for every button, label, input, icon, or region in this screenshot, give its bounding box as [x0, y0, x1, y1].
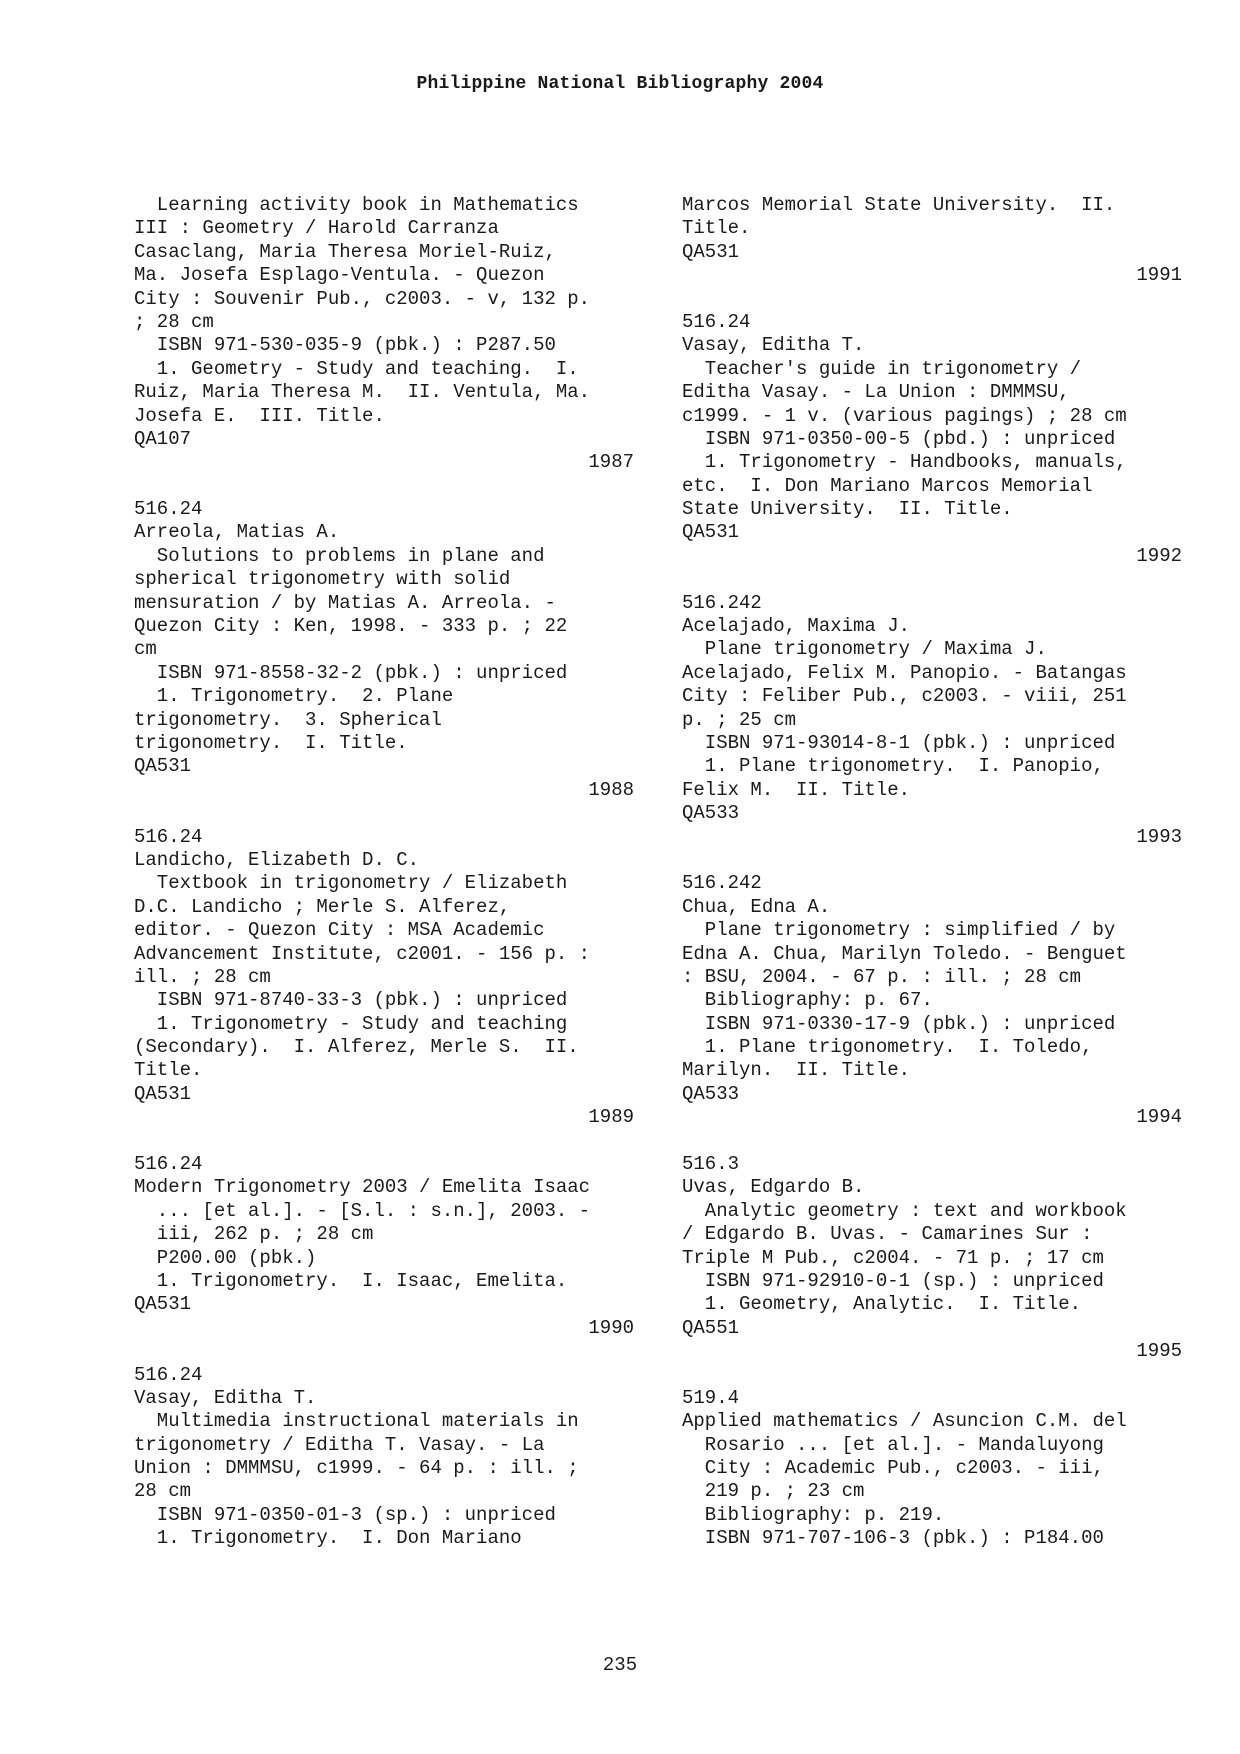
entry-line: QA531: [682, 521, 740, 544]
entry-line: 1. Geometry, Analytic. I. Title.: [682, 1293, 1082, 1316]
entry-line: Solutions to problems in plane and: [134, 544, 545, 567]
entry-line: Advancement Institute, c2001. - 156 p. :: [134, 942, 591, 965]
entry-line: editor. - Quezon City : MSA Academic: [134, 919, 545, 942]
bibliography-entry: [682, 311, 1182, 592]
entry-line: Applied mathematics / Asuncion C.M. del: [682, 1410, 1127, 1433]
entry-line: 1. Trigonometry - Study and teaching: [134, 1012, 568, 1035]
entry-line: Acelajado, Maxima J.: [682, 615, 911, 638]
entry-spacer: [682, 568, 1182, 591]
entry-line: Bibliography: p. 219.: [682, 1503, 945, 1526]
bibliography-entry: [682, 194, 1182, 311]
page-number: 235: [602, 1654, 638, 1676]
entry-line: Union : DMMMSU, c1999. - 64 p. : ill. ;: [134, 1457, 579, 1480]
entry-number: 1994: [1136, 1106, 1182, 1129]
bibliography-entry: [134, 826, 634, 1153]
entry-line: Teacher's guide in trigonometry /: [682, 357, 1082, 380]
entry-line: 1. Trigonometry. 2. Plane: [134, 685, 454, 708]
entry-line: Textbook in trigonometry / Elizabeth: [134, 872, 568, 895]
left-column: [134, 194, 634, 1551]
entry-line: QA531: [134, 1293, 192, 1316]
entry-line: Vasay, Editha T.: [682, 334, 865, 357]
entry-spacer: [134, 475, 634, 498]
entry-line: 1. Geometry - Study and teaching. I.: [134, 357, 579, 380]
entry-line: Plane trigonometry / Maxima J.: [682, 638, 1047, 661]
entry-line: QA551: [682, 1316, 740, 1339]
entry-line: Acelajado, Felix M. Panopio. - Batangas: [682, 661, 1127, 684]
entry-line: ISBN 971-0330-17-9 (pbk.) : unpriced: [682, 1012, 1116, 1035]
entry-line: ISBN 971-707-106-3 (pbk.) : P184.00: [682, 1527, 1104, 1550]
entry-spacer: [682, 1130, 1182, 1153]
entry-line: QA533: [682, 1082, 740, 1105]
entry-line: c1999. - 1 v. (various pagings) ; 28 cm: [682, 404, 1127, 427]
entry-number: 1992: [1136, 544, 1182, 567]
entry-line: ISBN 971-8740-33-3 (pbk.) : unpriced: [134, 989, 568, 1012]
entry-line: cm: [134, 638, 157, 661]
entry-line: etc. I. Don Mariano Marcos Memorial: [682, 474, 1093, 497]
entry-line: 516.24: [134, 1363, 203, 1386]
entry-line: Multimedia instructional materials in: [134, 1410, 579, 1433]
entry-number: 1988: [588, 778, 634, 801]
entry-line: Editha Vasay. - La Union : DMMMSU,: [682, 381, 1070, 404]
bibliography-entry: [134, 498, 634, 825]
entry-line: QA107: [134, 427, 192, 450]
entry-line: Casaclang, Maria Theresa Moriel-Ruiz,: [134, 240, 556, 263]
entry-number: 1993: [1136, 825, 1182, 848]
entry-line: ISBN 971-8558-32-2 (pbk.) : unpriced: [134, 661, 568, 684]
bibliography-entry: [134, 194, 634, 498]
entry-spacer: [682, 849, 1182, 872]
entry-line: ISBN 971-0350-00-5 (pbd.) : unpriced: [682, 427, 1116, 450]
entry-line: 516.24: [134, 825, 203, 848]
entry-line: Ruiz, Maria Theresa M. II. Ventula, Ma.: [134, 381, 591, 404]
entry-line: ... [et al.]. - [S.l. : s.n.], 2003. -: [134, 1199, 591, 1222]
entry-line: ISBN 971-0350-01-3 (sp.) : unpriced: [134, 1503, 556, 1526]
entry-line: trigonometry. I. Title.: [134, 731, 408, 754]
entry-line: 1. Trigonometry - Handbooks, manuals,: [682, 451, 1127, 474]
entry-spacer: [134, 1130, 634, 1153]
entry-line: 516.24: [134, 1153, 203, 1176]
bibliography-entry: [682, 872, 1182, 1153]
entry-number: 1991: [1136, 264, 1182, 287]
entry-line: 28 cm: [134, 1480, 192, 1503]
entry-line: ISBN 971-93014-8-1 (pbk.) : unpriced: [682, 731, 1116, 754]
entry-line: Rosario ... [et al.]. - Mandaluyong: [682, 1433, 1104, 1456]
entry-line: III : Geometry / Harold Carranza: [134, 217, 499, 240]
entry-line: ISBN 971-530-035-9 (pbk.) : P287.50: [134, 334, 556, 357]
entry-line: 516.24: [134, 498, 203, 521]
entry-line: Felix M. II. Title.: [682, 778, 911, 801]
bibliography-entry: [682, 592, 1182, 873]
entry-line: Arreola, Matias A.: [134, 521, 340, 544]
entry-line: Quezon City : Ken, 1998. - 333 p. ; 22: [134, 615, 568, 638]
entry-line: Uvas, Edgardo B.: [682, 1176, 865, 1199]
entry-line: 519.4: [682, 1386, 740, 1409]
entry-line: trigonometry / Editha T. Vasay. - La: [134, 1433, 545, 1456]
entry-line: trigonometry. 3. Spherical: [134, 708, 442, 731]
entry-number: 1990: [588, 1316, 634, 1339]
entry-line: State University. II. Title.: [682, 498, 1013, 521]
page-header-title: Philippine National Bibliography 2004: [416, 74, 824, 94]
entry-spacer: [682, 288, 1182, 311]
entry-line: 516.3: [682, 1153, 740, 1176]
entry-line: QA531: [682, 240, 740, 263]
entry-line: Marilyn. II. Title.: [682, 1059, 911, 1082]
entry-line: 219 p. ; 23 cm: [682, 1480, 865, 1503]
entry-number: 1987: [588, 451, 634, 474]
entry-line: spherical trigonometry with solid: [134, 568, 511, 591]
entry-line: mensuration / by Matias A. Arreola. -: [134, 591, 556, 614]
entry-line: : BSU, 2004. - 67 p. : ill. ; 28 cm: [682, 965, 1082, 988]
entry-number: 1995: [1136, 1340, 1182, 1363]
entry-line: City : Feliber Pub., c2003. - viii, 251: [682, 685, 1127, 708]
entry-line: 516.242: [682, 591, 762, 614]
entry-line: p. ; 25 cm: [682, 708, 797, 731]
entry-line: Marcos Memorial State University. II.: [682, 194, 1116, 216]
entry-line: QA533: [682, 802, 740, 825]
entry-line: Landicho, Elizabeth D. C.: [134, 848, 420, 871]
entry-line: Edna A. Chua, Marilyn Toledo. - Benguet: [682, 942, 1127, 965]
entry-spacer: [134, 1340, 634, 1363]
entry-line: Vasay, Editha T.: [134, 1386, 317, 1409]
entry-line: Title.: [682, 217, 751, 240]
entry-line: 1. Trigonometry. I. Don Mariano: [134, 1527, 522, 1550]
entry-line: P200.00 (pbk.): [134, 1246, 317, 1269]
entry-line: QA531: [134, 1082, 192, 1105]
entry-line: Learning activity book in Mathematics: [134, 194, 579, 216]
entry-spacer: [682, 1364, 1182, 1387]
entry-line: 1. Trigonometry. I. Isaac, Emelita.: [134, 1269, 568, 1292]
entry-line: (Secondary). I. Alferez, Merle S. II.: [134, 1036, 579, 1059]
entry-line: 1. Plane trigonometry. I. Toledo,: [682, 1036, 1093, 1059]
bibliography-entry: [682, 1387, 1182, 1551]
bibliography-entry: [682, 1153, 1182, 1387]
entry-line: Bibliography: p. 67.: [682, 989, 933, 1012]
bibliography-entry: [134, 1153, 634, 1364]
entry-line: Analytic geometry : text and workbook: [682, 1199, 1127, 1222]
entry-line: / Edgardo B. Uvas. - Camarines Sur :: [682, 1223, 1093, 1246]
entry-line: ISBN 971-92910-0-1 (sp.) : unpriced: [682, 1269, 1104, 1292]
entry-line: ill. ; 28 cm: [134, 965, 271, 988]
entry-line: QA531: [134, 755, 192, 778]
entry-number: 1989: [588, 1106, 634, 1129]
entry-line: iii, 262 p. ; 28 cm: [134, 1223, 374, 1246]
entry-line: Ma. Josefa Esplago-Ventula. - Quezon: [134, 264, 545, 287]
entry-line: 516.242: [682, 872, 762, 895]
entry-line: City : Academic Pub., c2003. - iii,: [682, 1457, 1104, 1480]
entry-line: Josefa E. III. Title.: [134, 404, 385, 427]
bibliography-entry: [134, 1364, 634, 1551]
entry-line: 1. Plane trigonometry. I. Panopio,: [682, 755, 1104, 778]
entry-line: Title.: [134, 1059, 203, 1082]
entry-line: ; 28 cm: [134, 310, 214, 333]
entry-line: City : Souvenir Pub., c2003. - v, 132 p.: [134, 287, 591, 310]
entry-line: Plane trigonometry : simplified / by: [682, 919, 1116, 942]
entry-line: Chua, Edna A.: [682, 895, 831, 918]
entry-line: Modern Trigonometry 2003 / Emelita Isaac: [134, 1176, 591, 1199]
right-column: [682, 194, 1182, 1551]
entry-line: D.C. Landicho ; Merle S. Alferez,: [134, 895, 511, 918]
entry-line: 516.24: [682, 310, 751, 333]
entry-spacer: [134, 802, 634, 825]
entry-line: Triple M Pub., c2004. - 71 p. ; 17 cm: [682, 1246, 1104, 1269]
